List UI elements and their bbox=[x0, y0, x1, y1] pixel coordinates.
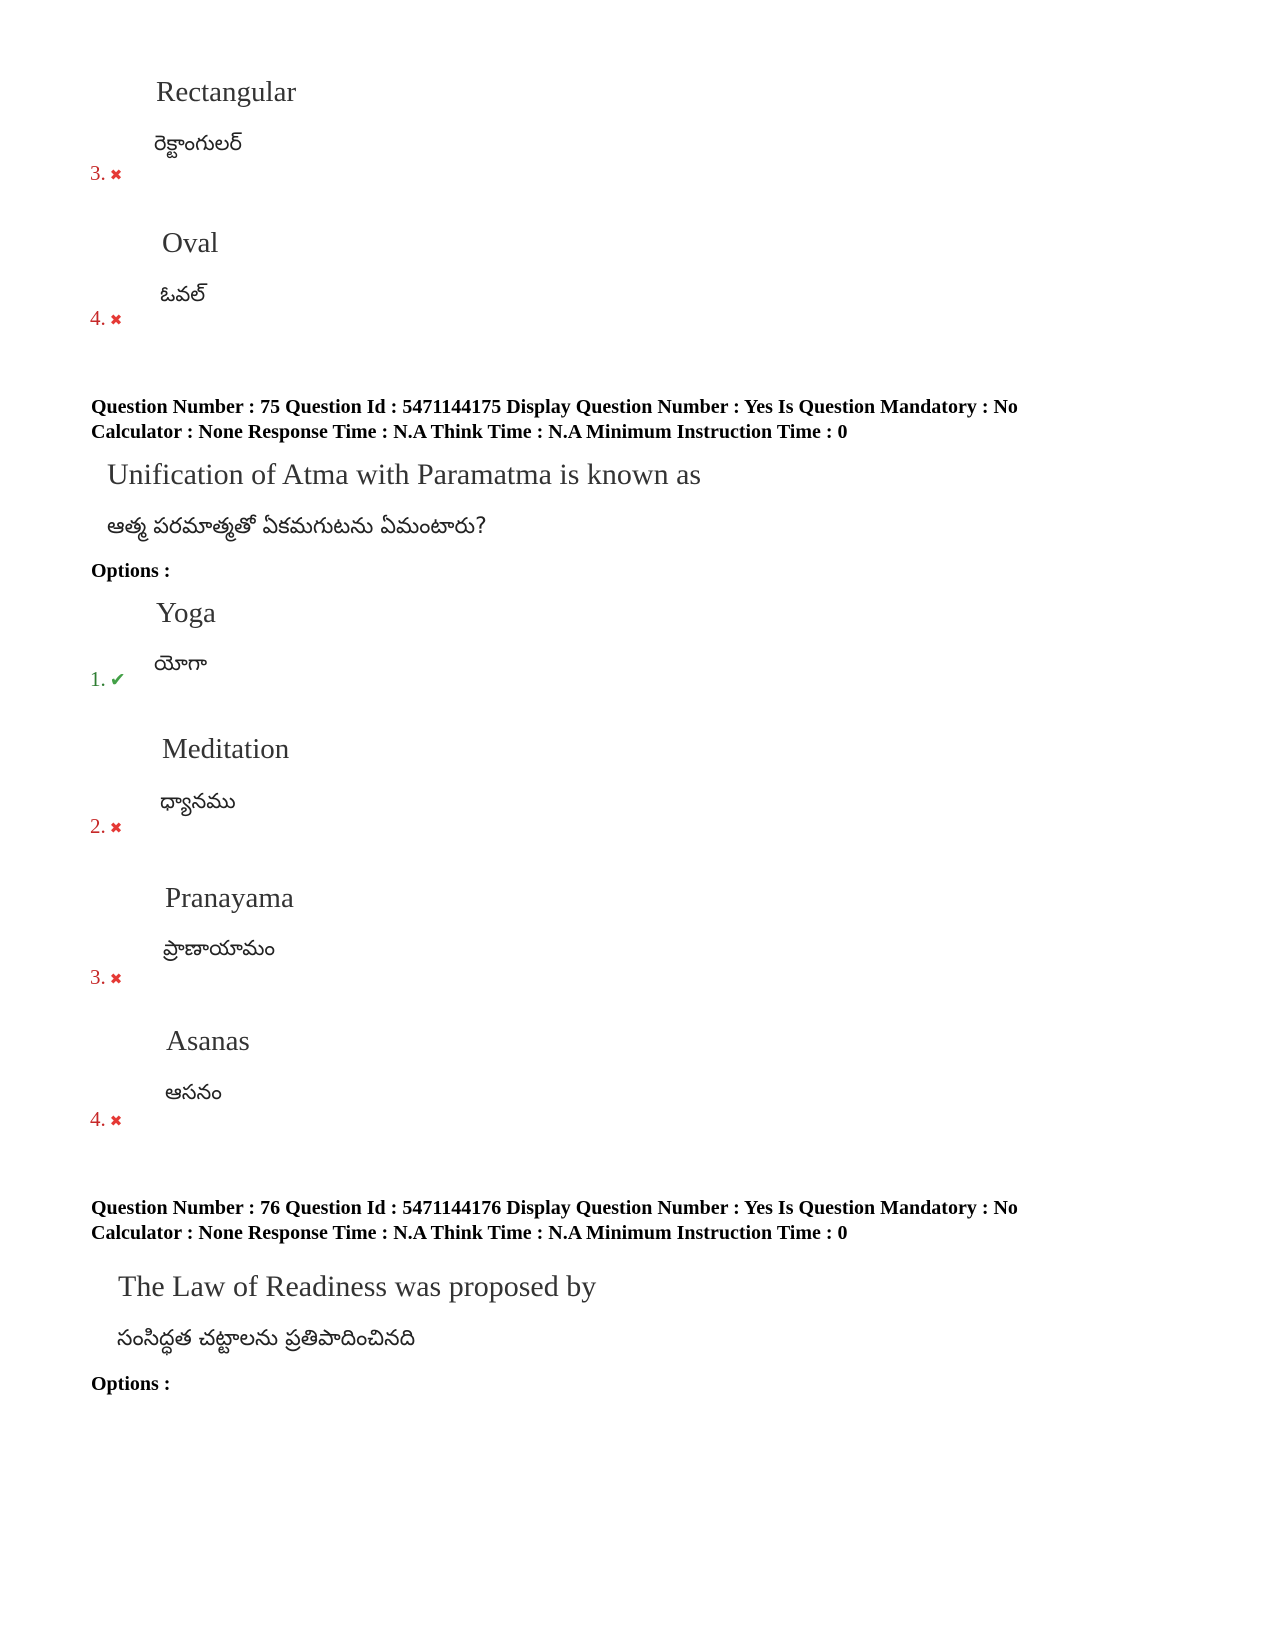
option-4-marker bbox=[90, 306, 122, 331]
option-3-english: Rectangular bbox=[156, 76, 297, 108]
option-3-telugu: రెక్టాంగులర్ bbox=[154, 131, 242, 155]
option-number: 3. bbox=[90, 965, 106, 989]
q75-option-3-english: Pranayama bbox=[165, 882, 294, 914]
question-76-meta bbox=[91, 1196, 1018, 1246]
q75-option-3-marker bbox=[90, 965, 122, 990]
q75-option-3-telugu: ప్రాణాయామం bbox=[163, 936, 276, 960]
question-76-text-telugu: సంసిద్ధత చట్టాలను ప్రతిపాదించినది bbox=[117, 1326, 416, 1351]
option-number: 4. bbox=[90, 306, 106, 330]
q75-option-4-marker bbox=[90, 1107, 122, 1132]
q75-option-1-english: Yoga bbox=[156, 597, 216, 629]
option-4-english: Oval bbox=[162, 227, 219, 259]
cross-icon: ✖ bbox=[109, 1112, 123, 1130]
q75-option-4-telugu: ఆసనం bbox=[165, 1080, 222, 1104]
q75-option-4-english: Asanas bbox=[166, 1025, 250, 1057]
question-75-text-telugu: ఆత్మ పరమాత్మతో ఏకమగుటను ఏమంటారు? bbox=[107, 514, 487, 539]
q75-option-2-marker bbox=[90, 814, 122, 839]
question-76-options-label: Options : bbox=[91, 1373, 171, 1395]
cross-icon: ✖ bbox=[109, 819, 123, 837]
question-75-options-label: Options : bbox=[91, 560, 171, 582]
option-number: 3. bbox=[90, 161, 106, 185]
question-75-text-english: Unification of Atma with Paramatma is known as bbox=[107, 458, 702, 491]
cross-icon: ✖ bbox=[109, 970, 123, 988]
meta-line-1: Question Number : 75 Question Id : 5471144175 Display Question Number : Yes Is Question Mandatory : No bbox=[91, 396, 1018, 418]
option-4-telugu: ఓవల్ bbox=[160, 282, 206, 306]
option-number: 4. bbox=[90, 1107, 106, 1131]
option-3-marker bbox=[90, 161, 122, 186]
q75-option-1-marker bbox=[90, 667, 126, 692]
check-icon: ✔ bbox=[109, 669, 126, 691]
option-number: 2. bbox=[90, 814, 106, 838]
question-75-meta bbox=[91, 395, 1018, 445]
meta-line-1: Question Number : 76 Question Id : 5471144176 Display Question Number : Yes Is Question Mandatory : No bbox=[91, 1197, 1018, 1219]
cross-icon: ✖ bbox=[109, 166, 123, 184]
option-number: 1. bbox=[90, 667, 106, 691]
cross-icon: ✖ bbox=[109, 311, 123, 329]
question-76-text-english: The Law of Readiness was proposed by bbox=[118, 1270, 597, 1303]
q75-option-2-english: Meditation bbox=[162, 733, 290, 765]
meta-line-2: Calculator : None Response Time : N.A Think Time : N.A Minimum Instruction Time : 0 bbox=[91, 421, 848, 443]
q75-option-2-telugu: ధ్యానము bbox=[160, 789, 236, 813]
q75-option-1-telugu: యోగా bbox=[154, 651, 208, 675]
meta-line-2: Calculator : None Response Time : N.A Think Time : N.A Minimum Instruction Time : 0 bbox=[91, 1222, 848, 1244]
